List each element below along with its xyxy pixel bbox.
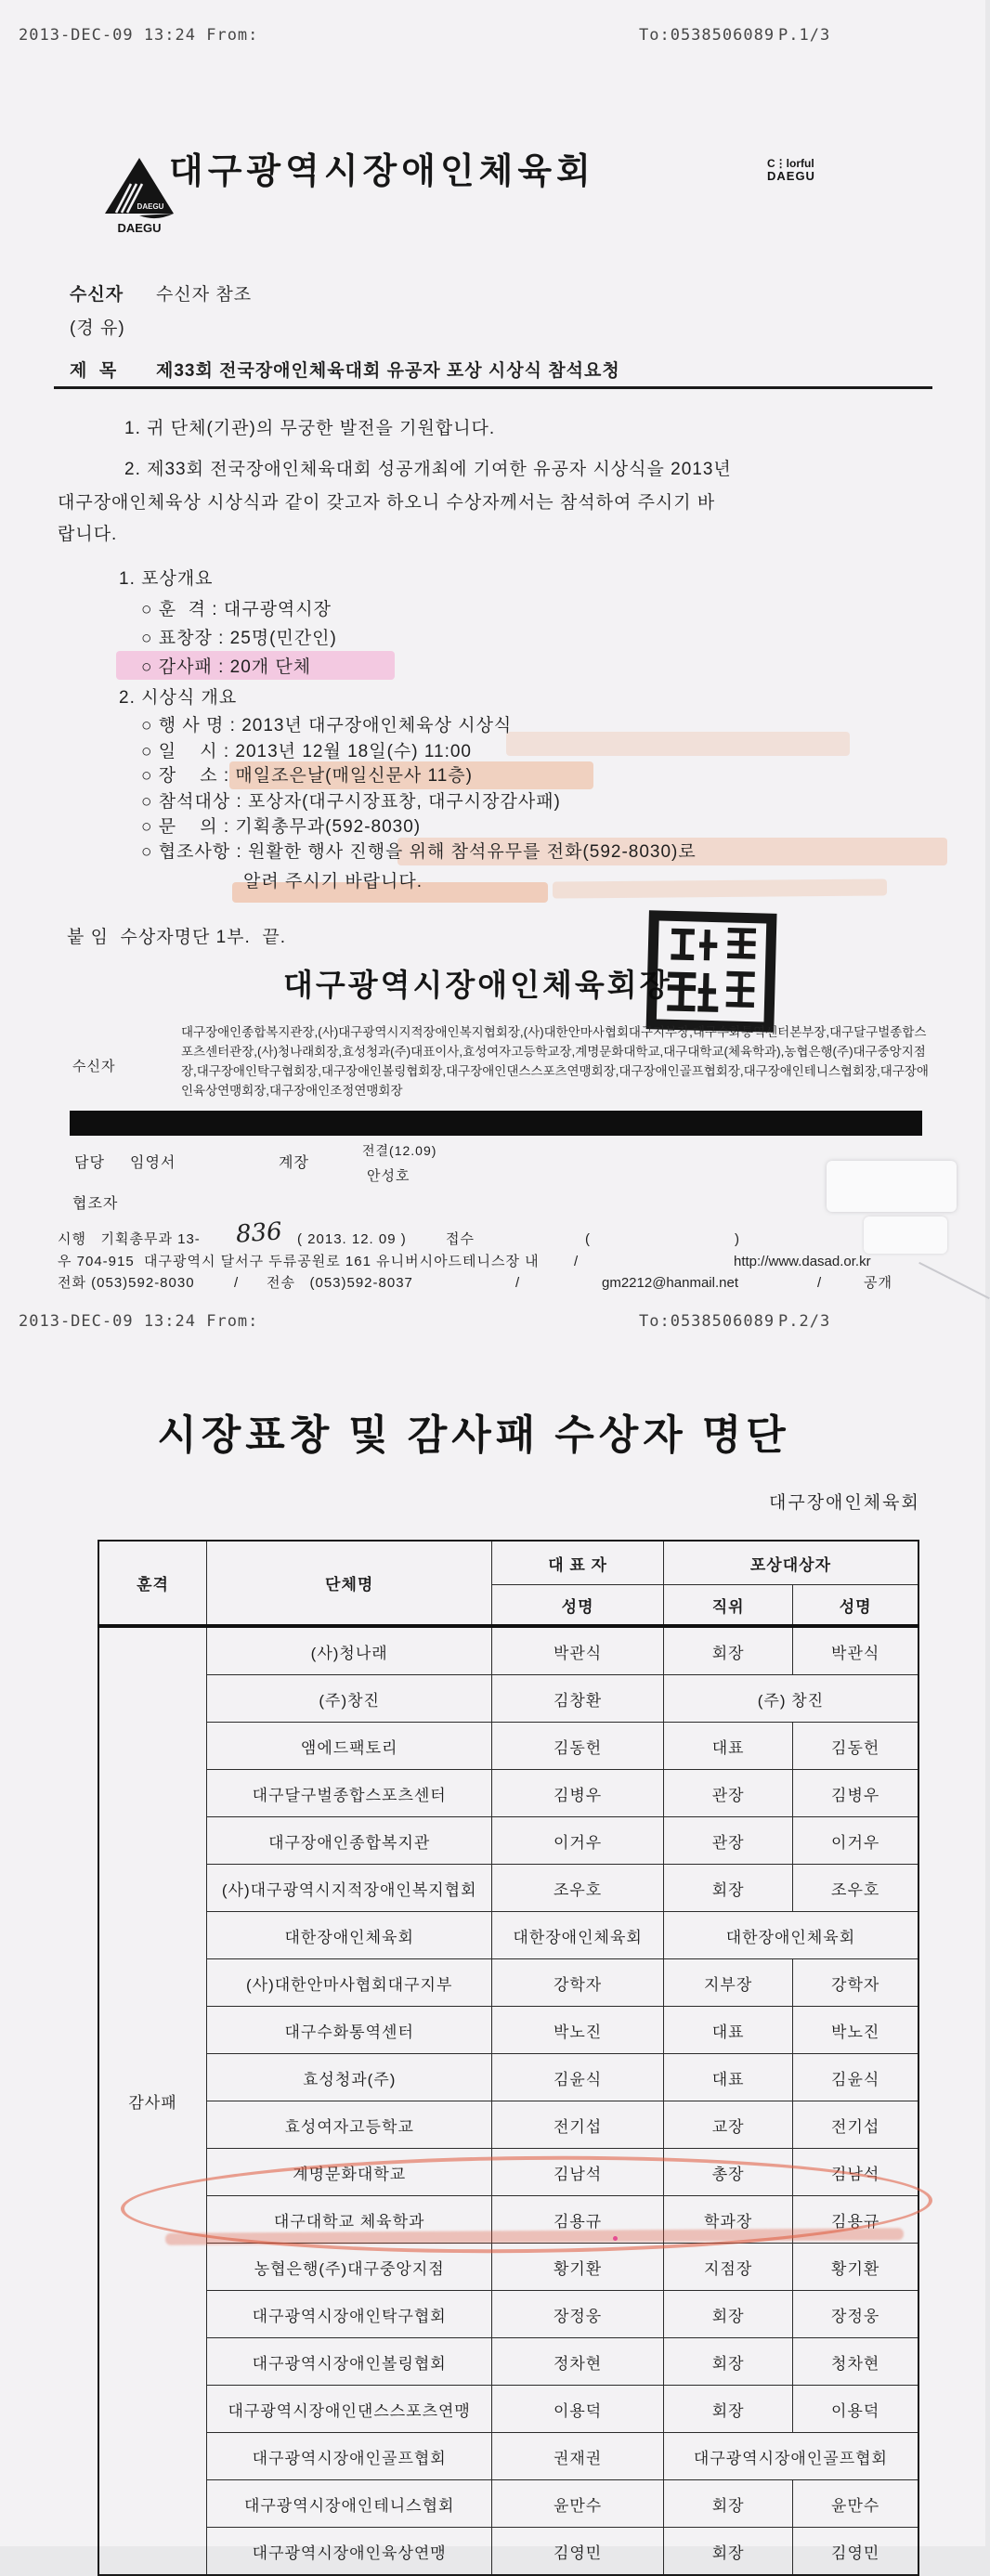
colorful-daegu-line2: DAEGU [767,168,815,183]
ceremony-item-cooperation: ○ 협조사항 : 원활한 행사 진행을 위해 참석유무를 전화(592-8030)로 [141,842,697,862]
award-target-name-cell: 김남석 [793,2149,918,2196]
organization-cell: (주)창진 [207,1675,492,1723]
paragraph-2-line1: 2. 제33회 전국장애인체육대회 성공개최에 기여한 유공자 시상식을 2013년 [124,460,732,479]
representative-name-cell: 이용덕 [492,2386,664,2433]
org-title: 대구광역시장애인체육회 [169,152,595,191]
fax-timestamp-p2: 2013-DEC-09 13:24 From: [19,1312,259,1331]
receipt-label: 접수 [446,1231,475,1247]
position-cell: 대표 [663,1723,793,1770]
slash-3: / [817,1275,823,1291]
organization-cell: (사)대한안마사협회대구지부 [207,1959,492,2007]
gyejang-label: 계장 [279,1155,309,1171]
dispatch-prefix: 시행 기획총무과 13- [58,1231,201,1247]
position-cell: 관장 [663,1817,793,1865]
organization-cell: 효성여자고등학교 [207,2101,492,2149]
organization-cell: 대구광역시장애인볼링협회 [207,2338,492,2386]
organization-cell: 대구수화통역센터 [207,2007,492,2054]
representative-name-cell: 장정웅 [492,2291,664,2338]
email-address: gm2212@hanmail.net [602,1275,738,1291]
organization-cell: 대구대학교 체육학과 [207,2196,492,2244]
dispatch-date: ( 2013. 12. 09 ) [297,1231,407,1247]
subject-text: 제33회 전국장애인체육대회 유공자 포상 시상식 참석요청 [156,361,620,381]
position-cell: 지부장 [663,1959,793,2007]
table-row [98,2101,918,2149]
position-cell: 교장 [663,2101,793,2149]
award-target-name-cell: 황기환 [793,2244,918,2291]
representative-name-cell: 권재권 [492,2433,664,2480]
colorful-daegu-line1: C⋮lorful [767,157,814,170]
recipients-label: 수신자 [72,1059,116,1074]
position-cell: 회장 [663,1865,793,1912]
recipient-label: 수신자 [70,285,124,305]
position-cell: 총장 [663,2149,793,2196]
whiteout-patch [827,1161,957,1212]
organization-cell: (사)청나래 [207,1626,492,1675]
svg-text:DAEGU: DAEGU [137,202,164,211]
organization-cell: 대구장애인종합복지관 [207,1817,492,1865]
table-row [98,1770,918,1817]
table-row [98,2291,918,2338]
award-table [98,1540,919,2576]
representative-name-cell: 강학자 [492,1959,664,2007]
phone-number: 전화 (053)592-8030 [58,1275,195,1291]
representative-name-cell: 정차현 [492,2338,664,2386]
award-target-name-cell: 윤만수 [793,2480,918,2528]
damdang-label: 담당 [74,1155,105,1171]
representative-name-cell: 김창환 [492,1675,664,1723]
table-header-row-1 [98,1541,918,1585]
page2-title: 시장표창 및 감사패 수상자 명단 [157,1412,790,1458]
col-header-target-name: 성명 [793,1585,918,1627]
position-cell: 지점장 [663,2244,793,2291]
ceremony-item-attendees: ○ 참석대상 : 포상자(대구시장표창, 대구시장감사패) [141,792,561,812]
organization-cell: 대구광역시장애인탁구협회 [207,2291,492,2338]
representative-name-cell: 조우호 [492,1865,664,1912]
organization-cell: 농협은행(주)대구중앙지점 [207,2244,492,2291]
position-cell: 회장 [663,2291,793,2338]
table-row [98,1959,918,2007]
table-row [98,2528,918,2576]
ceremony-item-cooperation-cont: 알려 주시기 바랍니다. [243,872,423,891]
col-header-organization: 단체명 [207,1541,492,1626]
representative-name-cell: 윤만수 [492,2480,664,2528]
award-target-name-cell: 이용덕 [793,2386,918,2433]
doc-number-handwritten: 836 [234,1217,283,1249]
orange-streak-notice [553,878,887,898]
award-target-name-cell: 조우호 [793,1865,918,1912]
award-target-name-cell: 김윤식 [793,2054,918,2101]
paragraph-1: 1. 귀 단체(기관)의 무궁한 발전을 기원합니다. [124,419,496,438]
award-target-name-cell: 청차현 [793,2338,918,2386]
ceremony-item-venue: ○ 장 소 : 매일조은날(매일신문사 11층) [141,766,473,786]
award-table-body [98,1626,918,2575]
subject-label: 제 목 [70,361,118,381]
representative-name-cell: 황기환 [492,2244,664,2291]
award-target-name-cell: 강학자 [793,1959,918,2007]
position-cell: 회장 [663,2338,793,2386]
official-seal-stamp [645,910,776,1037]
organization-cell: 계명문화대학교 [207,2149,492,2196]
representative-name-cell: 김영민 [492,2528,664,2576]
award-target-name-cell: 김영민 [793,2528,918,2576]
representative-name-cell: 김병우 [492,1770,664,1817]
damdang-name: 임영서 [130,1155,176,1171]
table-row [98,2007,918,2054]
table-row [98,2433,918,2480]
representative-name-cell: 김윤식 [492,2054,664,2101]
paragraph-2-line2: 대구장애인체육상 시상식과 같이 갖고자 하오니 수상자께서는 참석하여 주시기 바 [58,493,716,513]
attachment-line: 붙 임 수상자명단 1부. 끝. [67,928,286,947]
table-row [98,1912,918,1959]
representative-name-cell: 김남석 [492,2149,664,2196]
redaction-bar [70,1111,922,1136]
table-row [98,2386,918,2433]
paragraph-2-line3: 랍니다. [58,525,118,544]
website-url: http://www.dasad.or.kr [734,1254,871,1269]
representative-name-cell: 김용규 [492,2196,664,2244]
header-divider [54,386,932,389]
organization-cell: 효성청과(주) [207,2054,492,2101]
award-target-name-cell: 김용규 [793,2196,918,2244]
position-cell: 회장 [663,2386,793,2433]
col-header-rank: 훈격 [98,1541,207,1626]
hyeopjoja-label: 협조자 [72,1196,119,1212]
daegu-logo [85,136,176,264]
award-item-certificate: ○ 표창장 : 25명(민간인) [141,629,337,648]
table-row [98,2338,918,2386]
page2-org-name: 대구장애인체육회 [769,1493,920,1513]
sender-org-name: 대구광역시장애인체육회장 [283,968,672,1002]
position-cell: 학과장 [663,2196,793,2244]
representative-name-cell: 이거우 [492,1817,664,1865]
organization-cell: 앰에드팩토리 [207,1723,492,1770]
whiteout-patch-2 [864,1216,947,1254]
award-type-cell: 감사패 [98,1626,207,2575]
scan-streak [918,1262,990,1299]
position-cell: 관장 [663,1770,793,1817]
table-row [98,1723,918,1770]
position-cell: 대표 [663,2054,793,2101]
slash-2: / [515,1275,521,1291]
pink-dot-artifact [613,2236,618,2241]
organization-cell: 대구광역시장애인댄스스포츠연맹 [207,2386,492,2433]
representative-name-cell: 전기섭 [492,2101,664,2149]
table-row [98,1626,918,1675]
organization-cell: 대한장애인체육회 [207,1912,492,1959]
organization-cell: (사)대구광역시지적장애인복지협회 [207,1865,492,1912]
table-row [98,1675,918,1723]
col-header-representative: 대 표 자 [492,1541,664,1585]
award-target-name-cell: 장정웅 [793,2291,918,2338]
position-cell: 대표 [663,2007,793,2054]
disclosure-label: 공개 [864,1275,892,1291]
award-item-plaque: ○ 감사패 : 20개 단체 [141,657,312,677]
award-target-name-cell: 김동헌 [793,1723,918,1770]
col-header-award-target: 포상대상자 [663,1541,918,1585]
address-line: 우 704-915 대구광역시 달서구 두류공원로 161 유니버시아드테니스장 내 [58,1254,540,1269]
fax-to-p2: To:0538506089 [639,1312,775,1331]
gyejang-name: 안성호 [367,1168,410,1184]
award-item-rank: ○ 훈 격 : 대구광역시장 [141,600,332,619]
position-cell: 회장 [663,2528,793,2576]
fax-timestamp-p1: 2013-DEC-09 13:24 From: [19,26,259,45]
table-row [98,2054,918,2101]
merged-award-target-cell: 대한장애인체육회 [663,1912,918,1959]
ceremony-item-datetime: ○ 일 시 : 2013년 12월 18일(수) 11:00 [141,742,472,761]
fax-page-p2: P.2/3 [778,1312,831,1331]
via-line: (경 유) [70,319,125,338]
position-cell: 회장 [663,1626,793,1675]
award-target-name-cell: 박관식 [793,1626,918,1675]
receipt-paren: ( ) [585,1231,741,1247]
representative-name-cell: 김동헌 [492,1723,664,1770]
representative-name-cell: 박노진 [492,2007,664,2054]
fax-to-p1: To:0538506089 [639,26,775,45]
fax-page-p1: P.1/3 [778,26,831,45]
jeongyeol-note: 전결(12.09) [362,1143,437,1158]
fax-number: 전송 (053)592-8037 [267,1275,413,1291]
table-row [98,2480,918,2528]
table-row [98,1817,918,1865]
table-row [98,1865,918,1912]
orange-smudge-date [506,732,850,756]
award-target-name-cell: 전기섭 [793,2101,918,2149]
organization-cell: 대구광역시장애인골프협회 [207,2433,492,2480]
colorful-daegu-logo [767,158,815,182]
award-target-name-cell: 박노진 [793,2007,918,2054]
merged-award-target-cell: 대구광역시장애인골프협회 [663,2433,918,2480]
position-cell: 회장 [663,2480,793,2528]
organization-cell: 대구광역시장애인테니스협회 [207,2480,492,2528]
slash-1: / [234,1275,240,1291]
recipients-list: 대구장애인종합복지관장,(사)대구광역시지적장애인복지협회장,(사)대한안마사협회대구지부장,대구수화통역센터본부장,대구달구벌종합스포츠센터관장,(사)청나래회장,효성청과(주)대표이사,효성여자고등학교장,계명문화대학교,대구대학교(체육학과),농협은행(주)대구중앙지점장,대구장애인탁구협회장,대구장애인볼링협회장,대구장애인댄스스포츠연맹회장,대구장애인골프협회장,대구장애인테니스협회장,대구장애인육상연맹회장,대구장애인조정연맹회장 [181,1025,929,1098]
ceremony-item-contact: ○ 문 의 : 기획총무과(592-8030) [141,817,422,837]
daegu-logo-text: DAEGU [117,221,162,235]
organization-cell: 대구광역시장애인육상연맹 [207,2528,492,2576]
ceremony-item-name: ○ 행 사 명 : 2013년 대구장애인체육상 시상식 [141,716,513,735]
organization-cell: 대구달구벌종합스포츠센터 [207,1770,492,1817]
recipient-value: 수신자 참조 [156,285,253,305]
merged-award-target-cell: (주) 창진 [663,1675,918,1723]
representative-name-cell: 대한장애인체육회 [492,1912,664,1959]
award-target-name-cell: 김병우 [793,1770,918,1817]
col-header-rep-name: 성명 [492,1585,664,1627]
col-header-position: 직위 [663,1585,793,1627]
representative-name-cell: 박관식 [492,1626,664,1675]
address-slash: / [574,1254,580,1269]
section1-title: 1. 포상개요 [119,569,214,589]
award-target-name-cell: 이거우 [793,1817,918,1865]
section2-title: 2. 시상식 개요 [119,688,238,708]
